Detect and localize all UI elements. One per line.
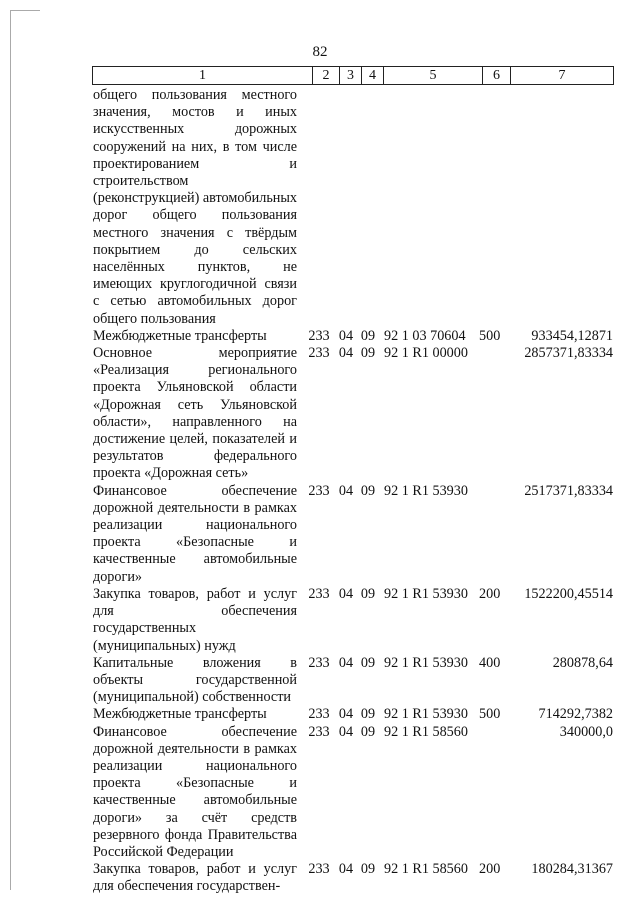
- row-code-4: 09: [360, 861, 376, 878]
- row-name: Финансовое обеспечение дорожной деятельности в рамках реализации национального проекта «Безопасные и качественные автомобильные дороги» за счёт средств резервного фонда Правительства Российской Федерации: [93, 723, 297, 860]
- row-code-3: 04: [338, 723, 354, 740]
- row-code-3: 04: [338, 482, 354, 499]
- column-header-5: 5: [383, 67, 482, 84]
- column-header-4: 4: [361, 67, 383, 84]
- row-code-3: 04: [338, 585, 354, 602]
- row-code-5: 92 1 R1 53930: [384, 585, 468, 602]
- row-code-2: 233: [308, 861, 330, 878]
- row-code-2: 233: [308, 585, 330, 602]
- row-code-5: 92 1 R1 53930: [384, 706, 468, 723]
- table-header: [92, 66, 614, 85]
- column-header-3: 3: [339, 67, 361, 84]
- row-code-5: 92 1 R1 58560: [384, 723, 468, 740]
- row-name: Финансовое обеспечение дорожной деятельности в рамках реализации национального проекта «Безопасные и качественные автомобильные дороги»: [93, 482, 297, 585]
- table-body: [93, 87, 613, 896]
- scan-border-top-left: [10, 10, 40, 11]
- row-code-4: 09: [360, 585, 376, 602]
- row-code-4: 09: [360, 654, 376, 671]
- table-row: [93, 724, 613, 862]
- row-amount: 933454,12871: [531, 327, 613, 344]
- row-code-2: 233: [308, 482, 330, 499]
- row-code-3: 04: [338, 327, 354, 344]
- row-code-4: 09: [360, 706, 376, 723]
- row-code-3: 04: [338, 345, 354, 362]
- table-row: [93, 345, 613, 483]
- row-name: Межбюджетные трансферты: [93, 327, 267, 344]
- row-code-3: 04: [338, 706, 354, 723]
- row-code-2: 233: [308, 345, 330, 362]
- row-code-2: 233: [308, 327, 330, 344]
- row-code-3: 04: [338, 654, 354, 671]
- row-code-4: 09: [360, 723, 376, 740]
- row-code-5: 92 1 R1 58560: [384, 861, 468, 878]
- row-code-4: 09: [360, 327, 376, 344]
- row-code-6: 200: [479, 861, 501, 878]
- row-code-6: 200: [479, 585, 501, 602]
- row-amount: 180284,31367: [531, 861, 613, 878]
- row-code-6: 500: [479, 327, 501, 344]
- row-name: Закупка товаров, работ и услуг для обеспечения государственных (муниципальных) нужд: [93, 585, 297, 654]
- row-code-2: 233: [308, 654, 330, 671]
- row-amount: 2517371,83334: [524, 482, 613, 499]
- row-code-5: 92 1 R1 53930: [384, 654, 468, 671]
- row-amount: 280878,64: [552, 654, 613, 671]
- row-code-6: 400: [479, 654, 501, 671]
- column-header-7: 7: [510, 67, 613, 84]
- row-code-4: 09: [360, 482, 376, 499]
- row-amount: 1522200,45514: [524, 585, 613, 602]
- row-name: Основное мероприятие «Реализация регионального проекта Ульяновской области «Дорожная сеть Ульяновской области», направленного на достижение целей, показателей и результатов федерального проекта «Дорожная сеть»: [93, 345, 297, 482]
- row-name: общего пользования местного значения, мостов и иных искусственных дорожных сооружений на них, в том числе проектированием и строительством (реконструкцией) автомобильных дорог общего пользования местного значения с твёрдым покрытием до сельских населённых пунктов, не имеющих круглогодичной связи с сетью автомобильных дорог общего пользования: [93, 87, 298, 327]
- row-amount: 340000,0: [559, 723, 613, 740]
- row-code-5: 92 1 R1 00000: [384, 345, 468, 362]
- row-code-2: 233: [308, 723, 330, 740]
- table-row: [93, 586, 613, 655]
- table-row: [93, 706, 613, 723]
- row-code-3: 04: [338, 861, 354, 878]
- page-number: 82: [312, 44, 328, 60]
- row-code-4: 09: [360, 345, 376, 362]
- column-header-2: 2: [312, 67, 339, 84]
- table-row: [93, 655, 613, 707]
- row-amount: 2857371,83334: [524, 345, 613, 362]
- table-row: [93, 87, 613, 328]
- row-name: Капитальные вложения в объекты государственной (муниципальной) собственности: [93, 654, 297, 706]
- column-header-1: 1: [199, 68, 206, 83]
- row-code-6: 500: [479, 706, 501, 723]
- column-header-6: 6: [482, 67, 510, 84]
- table-row: [93, 861, 613, 895]
- table-row: [93, 328, 613, 345]
- row-name: Закупка товаров, работ и услуг для обеспечения государствен-: [93, 861, 297, 895]
- row-code-5: 92 1 03 70604: [384, 327, 466, 344]
- table-row: [93, 483, 613, 586]
- scan-border-left: [10, 10, 11, 890]
- row-name: Межбюджетные трансферты: [93, 706, 267, 723]
- row-code-5: 92 1 R1 53930: [384, 482, 468, 499]
- row-amount: 714292,7382: [538, 706, 613, 723]
- row-code-2: 233: [308, 706, 330, 723]
